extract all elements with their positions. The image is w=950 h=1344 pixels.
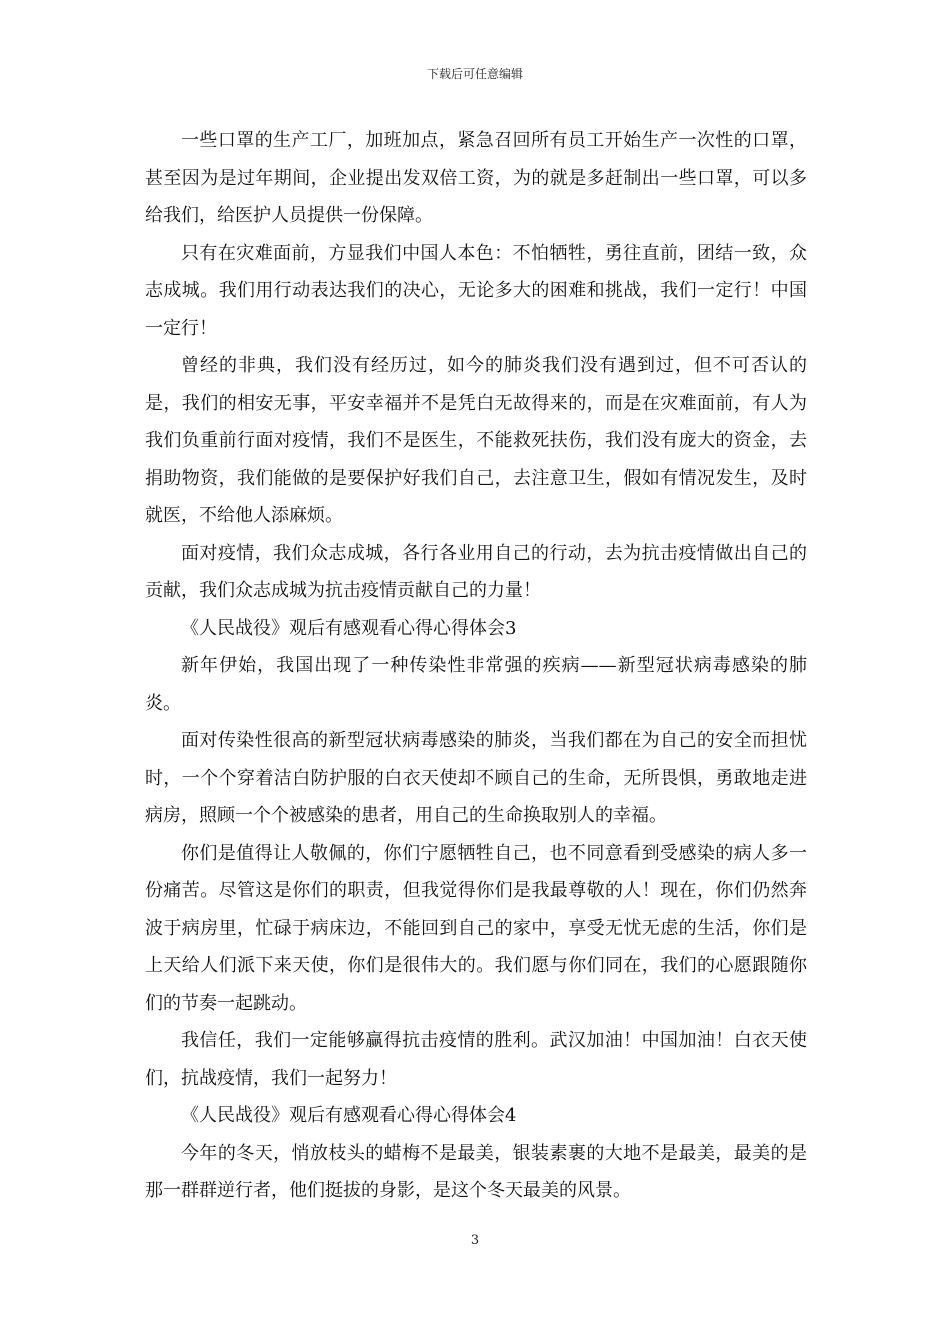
paragraph: 你们是值得让人敬佩的，你们宁愿牺牲自己，也不同意看到受感染的病人多一份痛苦。尽管这是你们的职责，但我觉得你们是我最尊敬的人！现在，你们仍然奔波于病房里，忙碌于病床边，不能回到自己的家中，享受无忧无虑的生活，你们是上天给人们派下来天使，你们是很伟大的。我们愿与你们同在，我们的心愿跟随你们的节奏一起跳动。 xyxy=(145,842,807,1014)
paragraph: 只有在灾难面前，方显我们中国人本色：不怕牺牲，勇往直前，团结一致，众志成城。我们用行动表达我们的决心，无论多大的困难和挑战，我们一定行！中国一定行！ xyxy=(145,242,807,339)
paragraph: 我信任，我们一定能够赢得抗击疫情的胜利。武汉加油！中国加油！白衣天使们，抗战疫情，我们一起努力！ xyxy=(145,1030,807,1089)
section-heading: 《人民战役》观后有感观看心得心得体会3 xyxy=(181,617,517,639)
paragraph: 面对传染性很高的新型冠状病毒感染的肺炎，当我们都在为自己的安全而担忧时，一个个穿着洁白防护服的白衣天使却不顾自己的生命，无所畏惧，勇敢地走进病房，照顾一个个被感染的患者，用自己的生命换取别人的幸福。 xyxy=(145,730,807,826)
page-header: 下载后可任意编辑 xyxy=(426,67,523,81)
paragraph: 今年的冬天，悄放枝头的蜡梅不是最美，银装素裹的大地不是最美，最美的是那一群群逆行者，他们挺拔的身影，是这个冬天最美的风景。 xyxy=(145,1142,807,1201)
paragraph: 面对疫情，我们众志成城，各行各业用自己的行动，去为抗击疫情做出自己的贡献，我们众志成城为抗击疫情贡献自己的力量！ xyxy=(145,542,807,601)
paragraph: 新年伊始，我国出现了一种传染性非常强的疾病——新型冠状病毒感染的肺炎。 xyxy=(145,655,807,714)
document-body xyxy=(145,122,807,1210)
paragraph: 一些口罩的生产工厂，加班加点，紧急召回所有员工开始生产一次性的口罩，甚至因为是过年期间，企业提出发双倍工资，为的就是多赶制出一些口罩，可以多给我们，给医护人员提供一份保障。 xyxy=(145,130,807,226)
paragraph: 曾经的非典，我们没有经历过，如今的肺炎我们没有遇到过，但不可否认的是，我们的相安无事，平安幸福并不是凭白无故得来的，而是在灾难面前，有人为我们负重前行面对疫情，我们不是医生，不能救死扶伤，我们没有庞大的资金，去捐助物资，我们能做的是要保护好我们自己，去注意卫生，假如有情况发生，及时就医，不给他人添麻烦。 xyxy=(145,355,807,526)
page-number: 3 xyxy=(470,1233,480,1248)
section-heading: 《人民战役》观后有感观看心得心得体会4 xyxy=(181,1105,517,1126)
